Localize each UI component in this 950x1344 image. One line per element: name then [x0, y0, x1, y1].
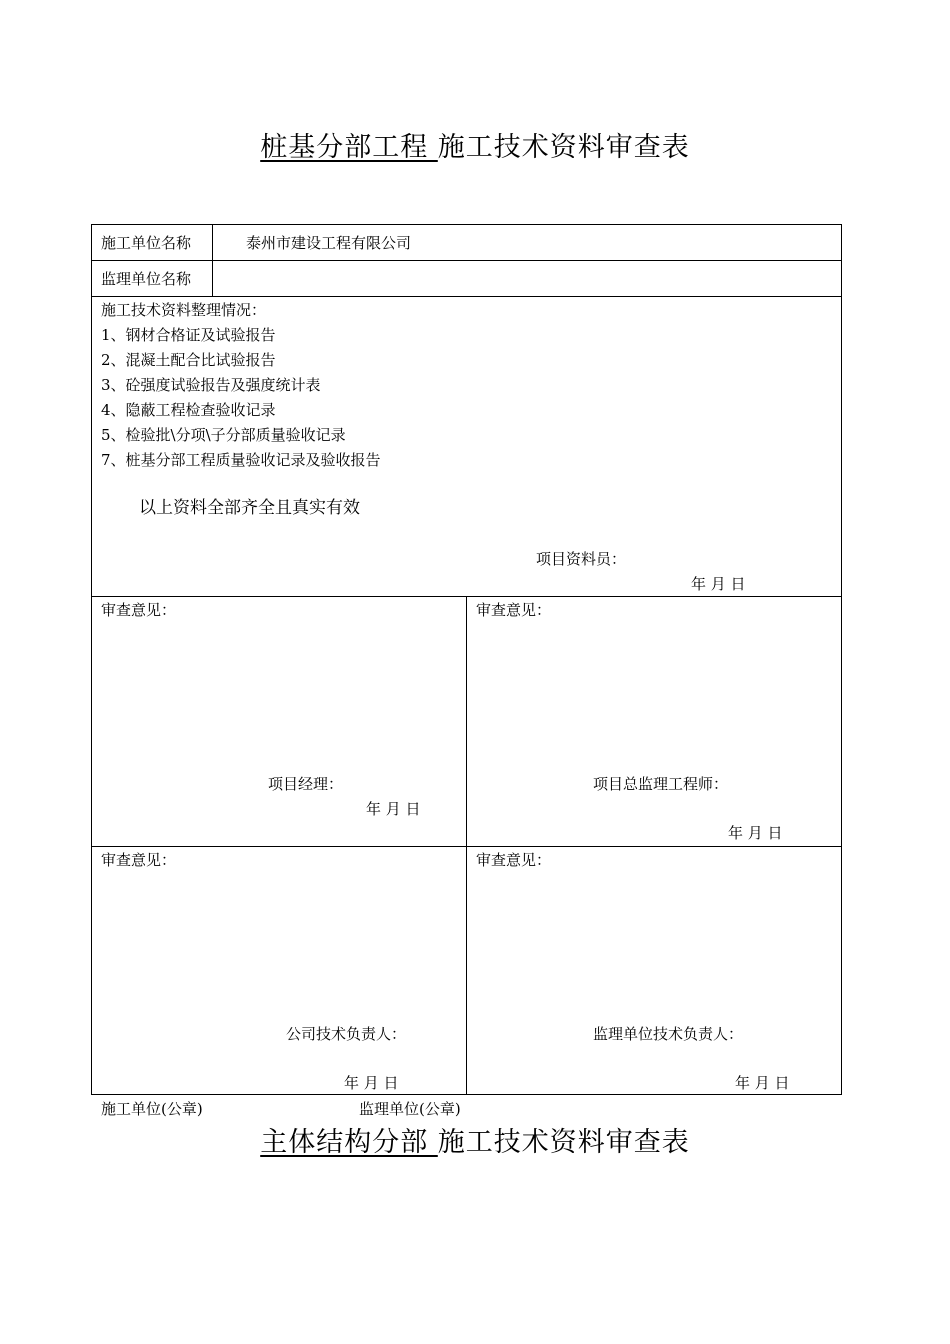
title-rest: 施工技术资料审查表: [437, 132, 690, 163]
contractor-value[interactable]: 泰州市建设工程有限公司: [246, 234, 412, 252]
list-item: 1、钢材合格证及试验报告: [101, 326, 276, 344]
company-tech-date: 年 月 日: [344, 1074, 399, 1092]
supervisor-tech-label: 监理单位技术负责人：: [593, 1025, 744, 1043]
supervisor-seal: 监理单位(公章): [359, 1100, 461, 1118]
list-item: 2、混凝土配合比试验报告: [101, 351, 276, 369]
title-project-part: 桩基分部工程: [260, 132, 438, 163]
list-item: 7、桩基分部工程质量验收记录及验收报告: [101, 451, 381, 469]
project-manager-label: 项目经理：: [268, 775, 344, 793]
company-tech-label: 公司技术负责人：: [286, 1025, 407, 1043]
row-divider: [92, 296, 841, 297]
chief-supervisor-date: 年 月 日: [728, 824, 783, 842]
next-form-title: [0, 1126, 950, 1160]
opinion-label: 审查意见：: [476, 851, 552, 869]
review-form-table: [91, 224, 842, 1095]
col-divider: [466, 596, 467, 1095]
title-project-part: 主体结构分部: [260, 1127, 438, 1158]
supervisor-label: 监理单位名称: [101, 270, 192, 288]
supervisor-tech-date: 年 月 日: [735, 1074, 790, 1092]
opinion-label: 审查意见：: [101, 601, 177, 619]
clerk-date: 年 月 日: [691, 575, 746, 593]
row-divider: [92, 260, 841, 261]
col-divider: [212, 225, 213, 296]
title-rest: 施工技术资料审查表: [437, 1127, 690, 1158]
materials-heading: 施工技术资料整理情况：: [101, 301, 267, 319]
list-item: 4、隐蔽工程检查验收记录: [101, 401, 276, 419]
chief-supervisor-label: 项目总监理工程师：: [593, 775, 729, 793]
statement: 以上资料全部齐全且真实有效: [139, 498, 360, 518]
list-item: 5、检验批\分项\子分部质量验收记录: [101, 426, 346, 444]
opinion-label: 审查意见：: [101, 851, 177, 869]
list-item: 3、砼强度试验报告及强度统计表: [101, 376, 321, 394]
contractor-seal: 施工单位(公章): [101, 1100, 203, 1118]
project-manager-date: 年 月 日: [366, 800, 421, 818]
opinion-label: 审查意见：: [476, 601, 552, 619]
clerk-label: 项目资料员：: [536, 550, 627, 568]
form-title: [0, 131, 950, 165]
contractor-label: 施工单位名称: [101, 234, 192, 252]
